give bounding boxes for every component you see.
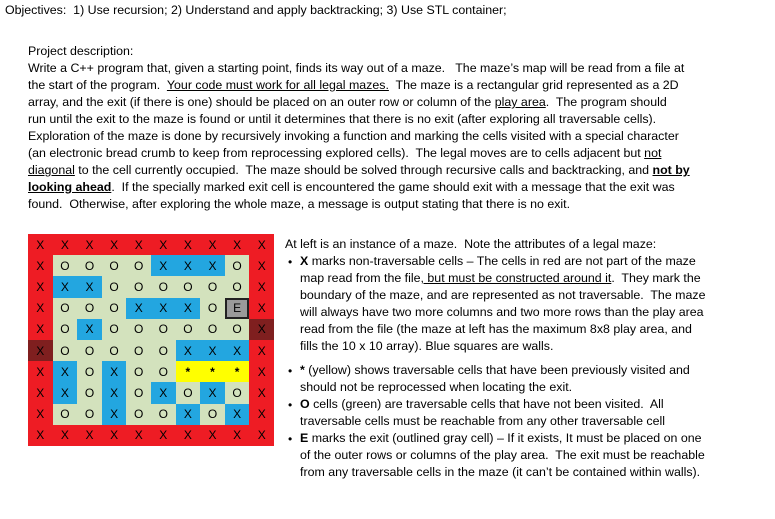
legend-intro: At left is an instance of a maze. Note the attributes of a legal maze: (285, 237, 657, 251)
maze-cell: X (77, 425, 102, 446)
maze-cell: O (151, 340, 176, 361)
maze-cell: O (225, 276, 250, 297)
maze-cell: X (176, 425, 201, 446)
legend-x-line-1: X marks non-traversable cells – The cells in red are not part of the maze (300, 254, 696, 268)
maze-cell: X (53, 425, 78, 446)
maze-cell: O (77, 361, 102, 382)
maze-cell: X (126, 425, 151, 446)
bullet-icon: • (288, 364, 293, 378)
maze-cell: X (102, 382, 127, 403)
maze-cell: X (28, 276, 53, 297)
maze-cell: X (151, 425, 176, 446)
maze-cell: O (176, 276, 201, 297)
maze-cell: O (225, 319, 250, 340)
maze-cell: X (200, 255, 225, 276)
maze-cell: O (77, 404, 102, 425)
legend-star-line-1: * (yellow) shows traversable cells that have been previously visited and (300, 363, 690, 377)
maze-cell: X (28, 361, 53, 382)
maze-cell: * (176, 361, 201, 382)
maze-cell: O (225, 255, 250, 276)
maze-cell: X (249, 382, 274, 403)
maze-cell: * (200, 361, 225, 382)
maze-cell: O (176, 382, 201, 403)
maze-cell: X (102, 425, 127, 446)
maze-cell: X (249, 298, 274, 319)
maze-cell: X (176, 404, 201, 425)
maze-cell: O (77, 255, 102, 276)
desc-line-4: run until the exit to the maze is found or until it determines that there is no exit (after exploring all traversable cells). (28, 112, 657, 126)
maze-cell: X (225, 404, 250, 425)
maze-cell: O (126, 319, 151, 340)
maze-cell: X (126, 234, 151, 255)
maze-cell: X (249, 361, 274, 382)
maze-cell: X (249, 276, 274, 297)
maze-cell: X (28, 340, 53, 361)
maze-cell: X (249, 255, 274, 276)
maze-cell: X (77, 234, 102, 255)
maze-cell: X (28, 234, 53, 255)
maze-cell: X (225, 340, 250, 361)
legend-x-line-5: read from the file (the maze at left has the maximum 8x8 play area, and (300, 322, 692, 336)
legend-o-line-2: traversable cells must be reachable from any other traversable cell (300, 414, 666, 428)
desc-line-8: looking ahead. If the specially marked exit cell is encountered the game should exit with a message that the exit was (28, 180, 675, 194)
maze-cell: X (102, 404, 127, 425)
maze-cell: O (151, 276, 176, 297)
maze-cell: X (176, 298, 201, 319)
maze-cell: X (200, 234, 225, 255)
maze-cell: O (200, 404, 225, 425)
maze-cell: O (126, 340, 151, 361)
bullet-icon: • (288, 255, 293, 269)
maze-cell: O (77, 382, 102, 403)
maze-cell: O (151, 361, 176, 382)
maze-cell: X (200, 382, 225, 403)
maze-cell: X (151, 234, 176, 255)
maze-cell: O (151, 319, 176, 340)
maze-cell: O (200, 319, 225, 340)
desc-line-7: diagonal to the cell currently occupied. The maze should be solved through recursive calls and backtracking, and not by (28, 163, 690, 177)
maze-cell: X (249, 319, 274, 340)
desc-line-5: Exploration of the maze is done by recursively invoking a function and marking the cells visited with a special character (28, 129, 679, 143)
maze-cell: X (77, 276, 102, 297)
maze-cell: O (176, 319, 201, 340)
maze-cell: X (53, 234, 78, 255)
maze-cell: O (126, 276, 151, 297)
maze-cell: O (102, 255, 127, 276)
legend-x-line-6: fills the 10 x 10 array). Blue squares are walls. (300, 339, 554, 353)
legend-star-line-2: should not be reprocessed when locating the exit. (300, 380, 573, 394)
maze-cell: O (126, 255, 151, 276)
maze-cell: O (225, 382, 250, 403)
maze-cell: O (77, 298, 102, 319)
legend-o-line-1: O cells (green) are traversable cells that have not been visited. All (300, 397, 664, 411)
maze-cell: X (151, 382, 176, 403)
maze-cell: X (200, 425, 225, 446)
maze-cell: O (53, 319, 78, 340)
maze-cell: X (249, 404, 274, 425)
maze-cell: X (77, 319, 102, 340)
maze-cell: O (126, 382, 151, 403)
maze-cell: X (28, 425, 53, 446)
maze-cell: O (53, 298, 78, 319)
bullet-icon: • (288, 432, 293, 446)
legend-e-line-2: of the outer rows or columns of the play area. The exit must be reachable (300, 448, 705, 462)
maze-cell: O (200, 298, 225, 319)
legend-e-line-1: E marks the exit (outlined gray cell) – If it exists, It must be placed on one (300, 431, 702, 445)
maze-cell: X (225, 425, 250, 446)
maze-cell: X (225, 234, 250, 255)
maze-cell: O (102, 319, 127, 340)
maze-cell: X (176, 255, 201, 276)
maze-cell: O (53, 404, 78, 425)
maze-cell: X (28, 319, 53, 340)
maze-cell: X (102, 234, 127, 255)
maze-cell: O (77, 340, 102, 361)
objectives-line: Objectives: 1) Use recursion; 2) Understand and apply backtracking; 3) Use STL container; (5, 3, 507, 17)
legend-x-line-4: will always have two more columns and two more rows than the play area (300, 305, 704, 319)
desc-line-3: array, and the exit (if there is one) should be placed on an outer row or column of the play area. The program should (28, 95, 667, 109)
maze-cell: X (102, 361, 127, 382)
maze-cell: * (225, 361, 250, 382)
maze-cell: O (126, 404, 151, 425)
maze-cell: O (126, 361, 151, 382)
maze-cell: X (176, 340, 201, 361)
maze-cell: O (53, 255, 78, 276)
maze-cell: O (200, 276, 225, 297)
bullet-icon: • (288, 398, 293, 412)
maze-grid (28, 234, 274, 446)
maze-cell: O (102, 276, 127, 297)
legend-x-line-2: map read from the file, but must be constructed around it. They mark the (300, 271, 701, 285)
legend-e-line-3: from any traversable cells in the maze (it can’t be contained within walls). (300, 465, 701, 479)
maze-cell: X (200, 340, 225, 361)
maze-cell: X (151, 255, 176, 276)
maze-cell: O (151, 404, 176, 425)
maze-cell: X (249, 425, 274, 446)
legend-x-line-3: boundary of the maze, and are represented as not traversable. The maze (300, 288, 706, 302)
maze-cell: X (28, 404, 53, 425)
maze-cell: X (28, 382, 53, 403)
maze-cell: X (249, 234, 274, 255)
maze-cell: X (126, 298, 151, 319)
maze-cell: E (225, 298, 250, 319)
maze-cell: X (28, 298, 53, 319)
maze-cell: O (102, 340, 127, 361)
maze-cell: O (53, 340, 78, 361)
maze-cell: X (53, 276, 78, 297)
maze-cell: X (28, 255, 53, 276)
maze-cell: X (53, 361, 78, 382)
maze-cell: X (53, 382, 78, 403)
maze-cell: X (176, 234, 201, 255)
maze-cell: X (151, 298, 176, 319)
project-heading: Project description: (28, 44, 134, 58)
desc-line-6: (an electronic bread crumb to keep from reprocessing explored cells). The legal moves are to cells adjacent but not (28, 146, 662, 160)
desc-line-2: the start of the program. Your code must work for all legal mazes. The maze is a rectangular grid represented as a 2D (28, 78, 679, 92)
desc-line-9: found. Otherwise, after exploring the whole maze, a message is output stating that there is no exit. (28, 197, 571, 211)
maze-cell: X (249, 340, 274, 361)
maze-cell: O (102, 298, 127, 319)
desc-line-1: Write a C++ program that, given a starting point, finds its way out of a maze. The maze’s map will be read from a file at (28, 61, 685, 75)
